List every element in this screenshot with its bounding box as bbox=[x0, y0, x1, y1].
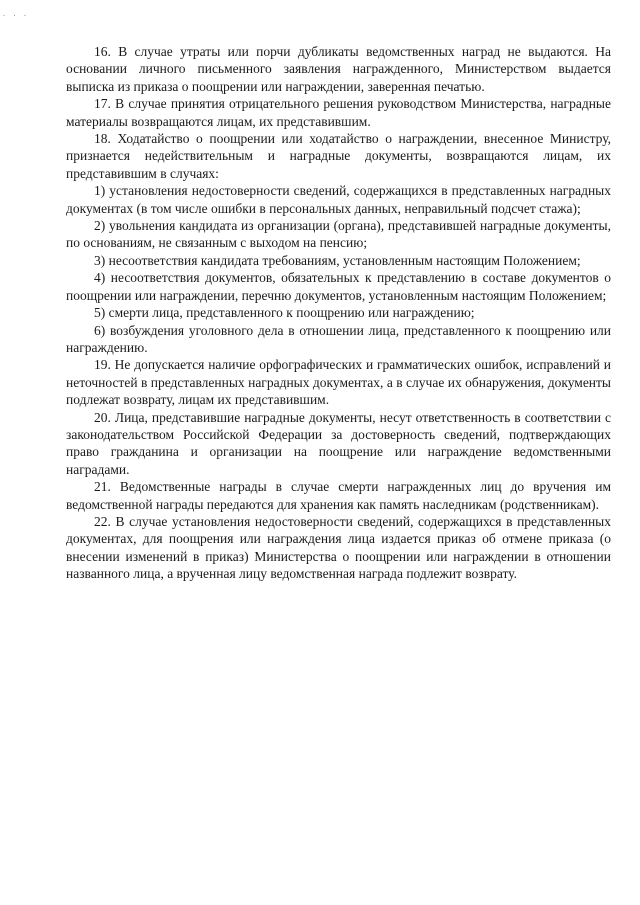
list-item-2: 2) увольнения кандидата из организации (органа), представившей наградные документы, по основаниям, не связанным с выходом на пенсию; bbox=[66, 218, 611, 251]
paragraph-20: 20. Лица, представившие наградные документы, несут ответственность в соответствии с законодательством Российской Федерации за достоверность сведений, подтверждающих право гражданина и организации на поощрение или награждение ведомственными наградами. bbox=[66, 409, 611, 477]
list-item-6: 6) возбуждения уголовного дела в отношении лица, представленного к поощрению или награждению. bbox=[66, 322, 611, 355]
list-item-4: 4) несоответствия документов, обязательных к представлению в составе документов о поощрении или награждении, перечню документов, установленным настоящим Положением; bbox=[66, 270, 611, 303]
list-item-3: 3) несоответствия кандидата требованиям, установленным настоящим Положением; bbox=[94, 252, 581, 268]
paragraph-17: 17. В случае принятия отрицательного решения руководством Министерства, наградные материалы возвращаются лицам, их представившим. bbox=[66, 96, 611, 129]
paragraph-22: 22. В случае установления недостоверности сведений, содержащихся в представленных документах, для поощрения или награждения лица издается приказ об отмене приказа (о внесении изменений в приказ) Министерства о поощрении или награждении в отношении названного лица, а врученная лицу ведомственная награда подлежит возврату. bbox=[66, 513, 611, 582]
scan-corner-mark: · · · bbox=[2, 12, 29, 20]
paragraph-18: 18. Ходатайство о поощрении или ходатайство о награждении, внесенное Министру, признается недействительным и наградные документы, возвращаются лицам, их представившим в случаях: bbox=[66, 131, 611, 181]
list-item-5: 5) смерти лица, представленного к поощрению или награждению; bbox=[94, 305, 475, 321]
paragraph-21: 21. Ведомственные награды в случае смерти награжденных лиц до вручения им ведомственной награды передаются для хранения как память наследникам (родственникам). bbox=[66, 479, 611, 512]
paragraph-19: 19. Не допускается наличие орфографических и грамматических ошибок, исправлений и неточностей в представленных наградных документах, а в случае их обнаружения, документы подлежат возврату, лицам их представившим. bbox=[66, 357, 611, 408]
paragraph-16: 16. В случае утраты или порчи дубликаты ведомственных наград не выдаются. На основании личного письменного заявления награжденного, Министерством выдается выписка из приказа о поощрении или награждении, заверенная печатью. bbox=[66, 44, 611, 94]
document-body bbox=[66, 43, 611, 583]
list-item-1: 1) установления недостоверности сведений, содержащихся в представленных наградных документах (в том числе ошибки в персональных данных, неправильный подсчет стажа); bbox=[66, 183, 611, 216]
